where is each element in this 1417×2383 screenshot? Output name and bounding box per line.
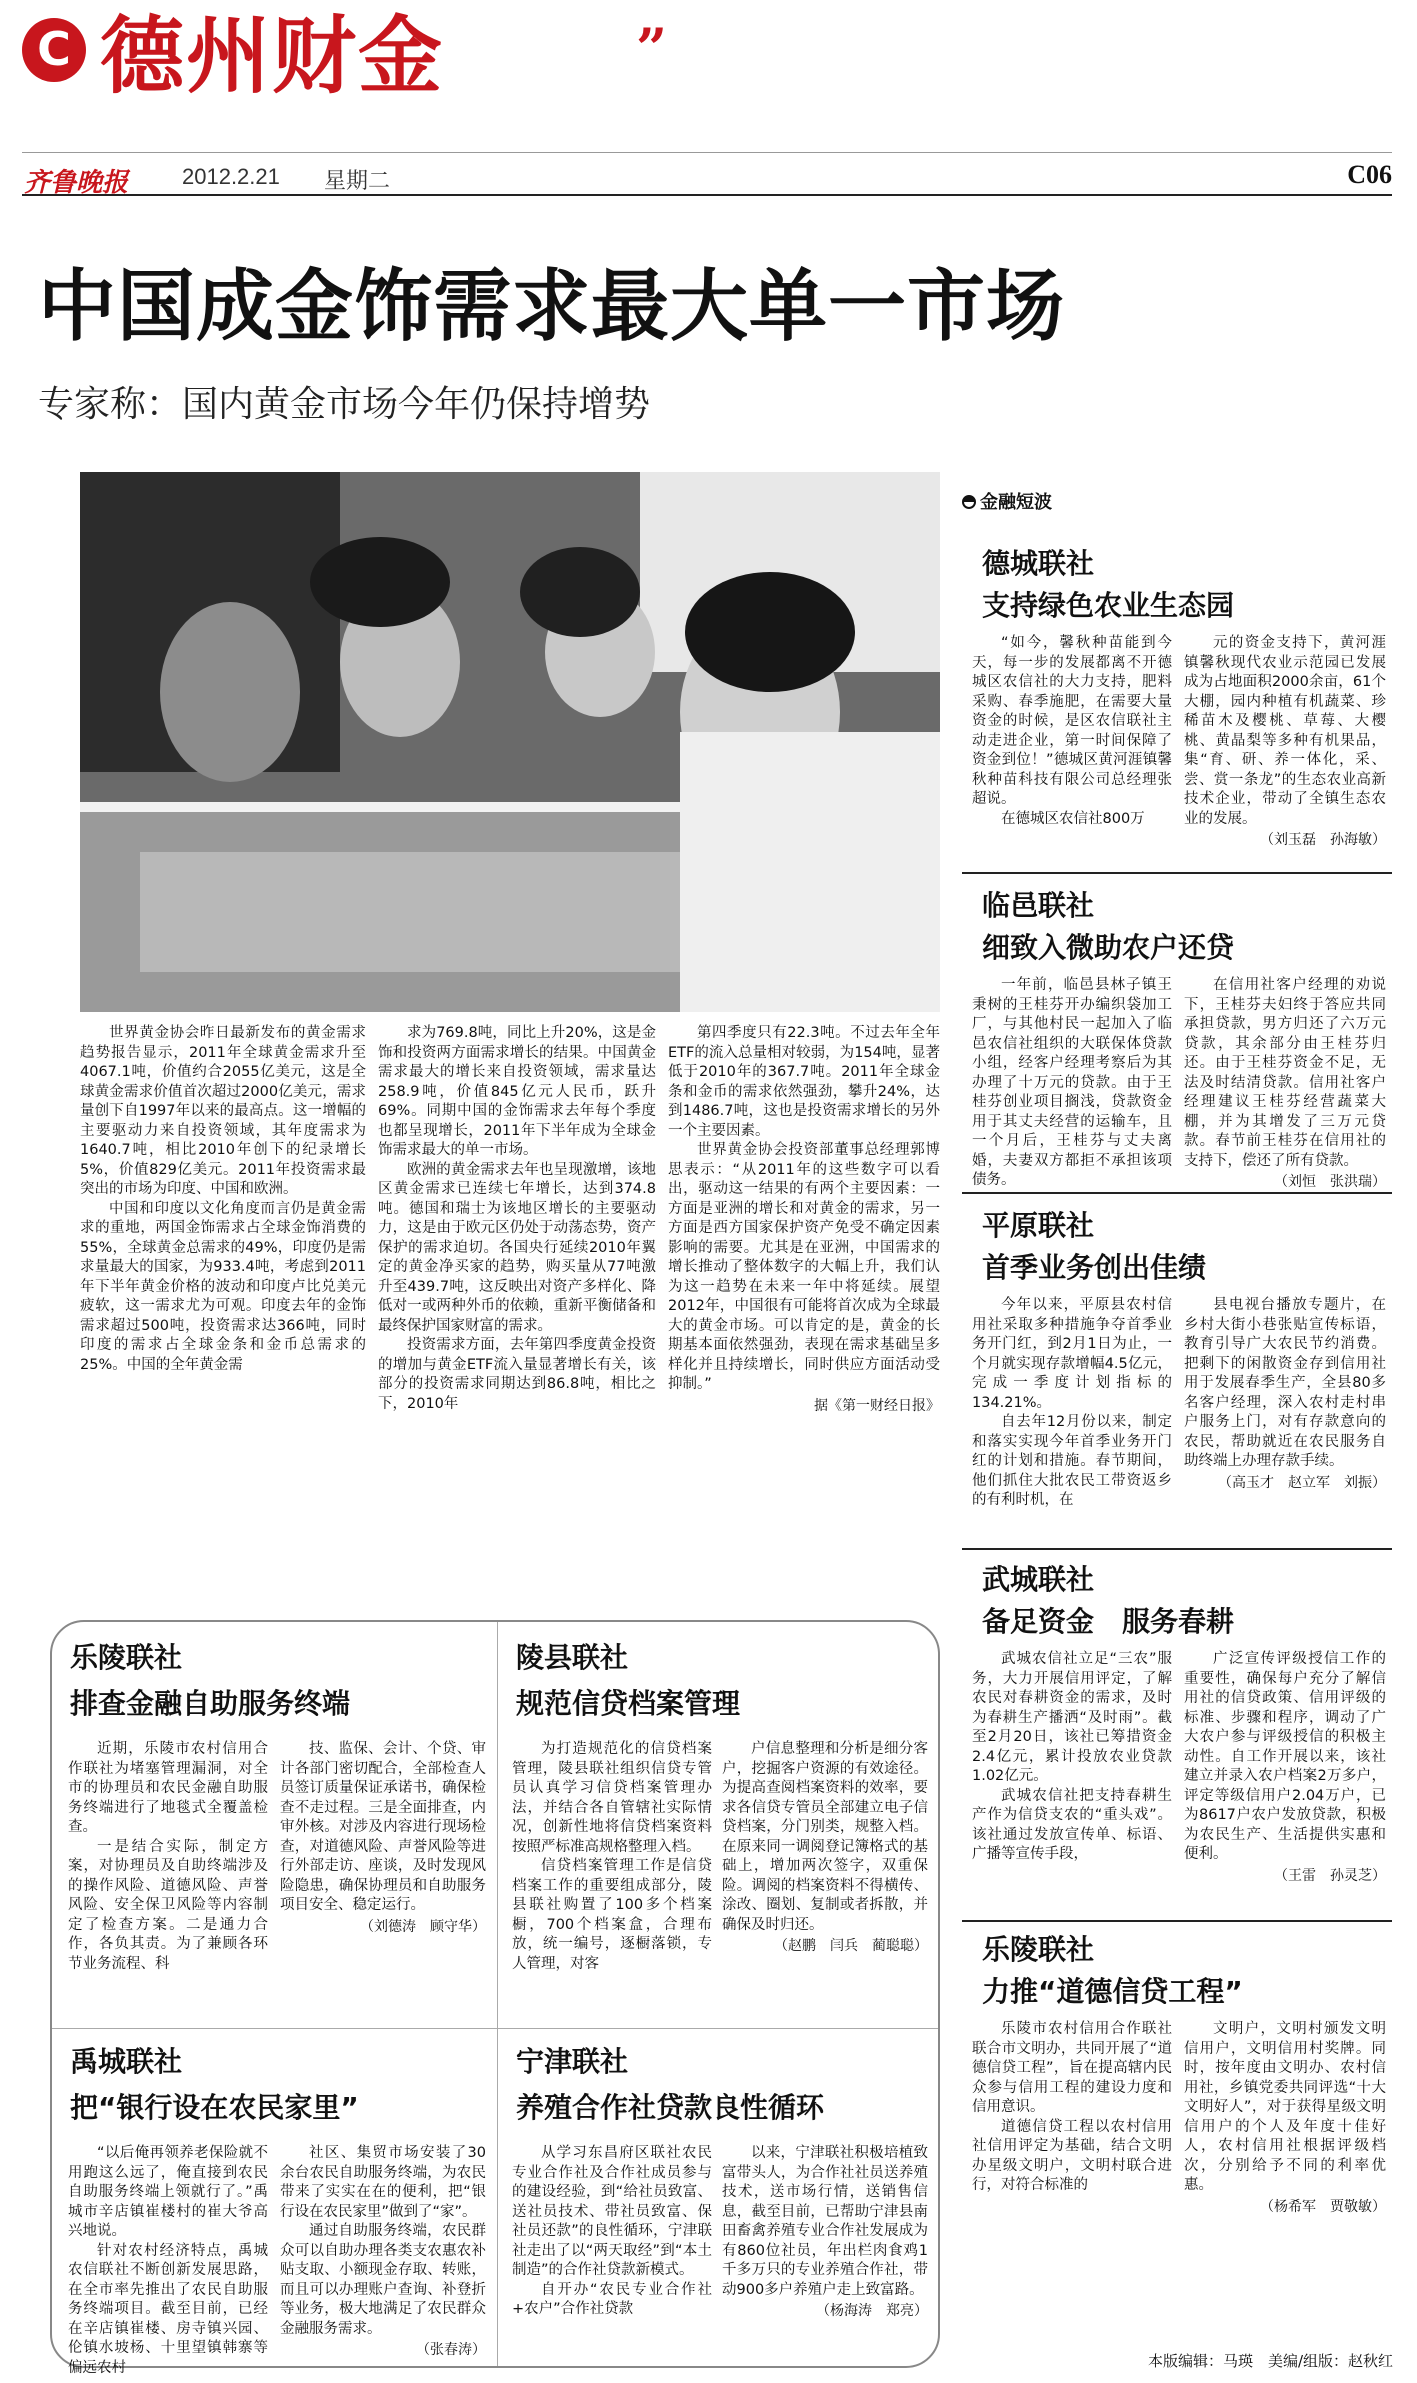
brief-kicker: 乐陵联社	[982, 1933, 1095, 1966]
brief-byline: （刘玉磊 孙海敏）	[1260, 832, 1386, 848]
brief-label-text: 金融短波	[980, 492, 1052, 513]
paragraph: 在信用社客户经理的劝说下，王桂芬夫妇终于答应共同承担贷款，男方归还了六万元贷款，其余部分由王桂芬归还。由于王桂芬资金不足，无法及时结清贷款。信用社客户经理建议王桂芬经营蔬菜大棚，并为其增发了三万元贷款。春节前王桂芬在信用社的支持下，偿还了所有贷款。	[1184, 977, 1386, 1169]
brief-byline: （王雷 孙灵芝）	[1274, 1867, 1386, 1884]
paragraph: 信贷档案管理工作是信贷档案工作的重要组成部分，陵县联社购置了100多个档案橱，700个档案盒，合理布放，统一编号，逐橱落锁，专人管理，对客	[512, 1858, 712, 1972]
box-byline: （杨海涛 郑亮）	[816, 2303, 928, 2319]
brief-text-right	[1184, 2020, 1386, 2330]
paragraph: 第四季度只有22.3吨。不过去年全年ETF的流入总量相对较弱，为154吨，显著低于2010年的367.7吨。2011年全球金条和金币的需求依然强劲，攀升24%，达到1486.7吨，这也是投资需求增长的另外一个主要因素。	[668, 1025, 940, 1139]
brief-kicker: 德城联社	[982, 547, 1095, 580]
box-byline: （张春涛）	[416, 2342, 486, 2358]
box-byline: （赵鹏 闫兵 蔺聪聪）	[774, 1938, 928, 1954]
divider	[962, 872, 1392, 874]
paragraph: 文明户，文明村颁发文明信用户，文明信用村奖牌。同时，按年度由文明办、农村信用社，乡镇党委共同评选“十大文明好人”，对于获得星级文明信用户的个人及年度十佳好人，农村信用社根据评级档次，分别给予不同的利率优惠。	[1184, 2021, 1386, 2193]
brief-kicker: 武城联社	[982, 1563, 1095, 1596]
paragraph: “如今，馨秋种苗能到今天，每一步的发展都离不开德城区农信社的大力支持，肥料采购、春季施肥，在需要大量资金的时候，是区农信联社主动走进企业，第一时间保障了资金到位！”德城区黄河涯镇馨秋种苗科技有限公司总经理张超说。	[972, 635, 1172, 807]
paragraph: 一是结合实际，制定方案，对协理员及自助终端涉及的操作风险、道德风险、声誉风险、安全保卫风险等内容制定了检查方案。二是通力合作，各负其责。为了兼顾各环节业务流程、科	[68, 1838, 268, 1972]
box-title: 排查金融自助服务终端	[70, 1687, 351, 1720]
paragraph: 近期，乐陵市农村信用合作联社为堵塞管理漏洞，对全市的协理员和农民金融自助服务终端进行了地毯式全覆盖检查。	[68, 1741, 268, 1835]
header-rule	[22, 152, 1392, 153]
paragraph: 元的资金支持下，黄河涯镇馨秋现代农业示范园已发展成为占地面积2000余亩，61个大棚，园内种植有机蔬菜、珍稀苗木及樱桃、草莓、大樱桃、黄晶梨等多种有机果品，集“育、研、养一体化，采、尝、赏一条龙”的生态农业高新技术企业，带动了全镇生态农业的发展。	[1184, 635, 1386, 827]
box-kicker: 陵县联社	[516, 1641, 629, 1674]
box-text-right	[280, 1740, 486, 2020]
divider	[962, 1192, 1392, 1194]
paragraph: 县电视台播放专题片，在乡村大街小巷张贴宣传标语，教育引导广大农民节约消费。把剩下的闲散资金存到信用社用于发展春季生产，全县80多名客户经理，深入农村走村串户服务上门，对有存款意向的农民，帮助就近在农民服务自助终端上办理存款手续。	[1184, 1297, 1386, 1469]
paragraph: 在德城区农信社800万	[1001, 810, 1145, 827]
box-kicker: 禹城联社	[70, 2045, 183, 2078]
paragraph: 户信息整理和分析是细分客户，挖掘客户资源的有效途径。为提高查阅档案资料的效率，要求各信贷专管员全部建立电子信贷档案，分门别类，规整入档。在原来同一调阅登记簿格式的基础上，增加两次签字，双重保险。调阅的档案资料不得横传、涂改、圈划、复制或者拆散，并确保及时归还。	[722, 1741, 928, 1933]
box-kicker: 宁津联社	[516, 2045, 629, 2078]
paragraph: 世界黄金协会昨日最新发布的黄金需求趋势报告显示，2011年全球黄金需求升至4067.1吨，价值约合2055亿美元，这是全球黄金需求价值首次超过2000亿美元，需求量创下自1997年以来的最高点。这一增幅的主要驱动力来自投资领域，其年度需求为1640.7吨，相比2010年创下的纪录增长5%，价值829亿美元。2011年投资需求最突出的市场为印度、中国和欧洲。	[80, 1025, 366, 1197]
brief-text-right	[1184, 1650, 1386, 1918]
box-text-right	[722, 2144, 928, 2358]
box-text-left	[68, 2144, 268, 2376]
paragraph: 从学习东昌府区联社农民专业合作社及合作社成员参与的建设经验，到“给社员致富、送社员技术、带社员致富、保社员还款”的良性循环，宁津联社走出了以“两天取经”到“本土制造”的合作社贷款新模式。	[512, 2145, 712, 2278]
masthead	[22, 6, 1402, 116]
divider	[962, 1920, 1392, 1922]
box-text-left	[512, 2144, 712, 2358]
news-photo	[80, 472, 940, 1012]
box-text-right	[280, 2144, 486, 2358]
divider	[962, 1548, 1392, 1550]
box-text-left	[512, 1740, 712, 2020]
paragraph: 欧洲的黄金需求去年也呈现激增，该地区黄金需求已连续七年增长，达到374.8吨。德国和瑞士为该地区增长的主要驱动力，这是由于欧元区仍处于动荡态势，资产保护的需求迫切。各国央行延续2010年翼定的黄金净买家的趋势，购买量从77吨激升至439.7吨，这反映出对资产多样化、降低对一或两种外币的依赖，重新平衡储备和最终保护国家财富的需求。	[378, 1161, 656, 1334]
main-story-col2	[378, 1024, 656, 1614]
section-title: 德州财金	[100, 6, 445, 105]
gold-counter-photo-icon	[80, 472, 940, 1012]
box-title: 把“银行设在农民家里”	[70, 2091, 359, 2124]
brief-kicker: 平原联社	[982, 1209, 1095, 1242]
brief-title: 备足资金 服务春耕	[982, 1605, 1235, 1638]
issue-date: 2012.2.21	[182, 164, 280, 189]
paragraph: 广泛宣传评级授信工作的重要性，确保每户充分了解信用社的信贷政策、信用评级的标准、步骤和程序，调动了广大农户参与评级授信的积极主动性。自工作开展以来，该社建立并录入农户档案2万多户，评定等级信用户2.04万户，已为8617户农户发放贷款，积极为农民生产、生活提供实惠和便利。	[1184, 1651, 1386, 1862]
main-headline: 中国成金饰需求最大单一市场	[38, 262, 1066, 352]
box-text-right	[722, 1740, 928, 2020]
paragraph: 自开办“农民专业合作社+农户”合作社贷款	[512, 2281, 712, 2317]
brief-text-left	[972, 1296, 1172, 1546]
main-story-col3	[668, 1024, 940, 1614]
paragraph: 技、监保、会计、个贷、审计各部门密切配合，全部检查人员签订质量保证承诺书，确保检查不走过程。三是全面排查，内审外核。对涉及内容进行现场检查，对道德风险、声誉风险等进行外部走访、座谈，及时发现风险隐患，确保协理员和自助服务项目安全、稳定运行。	[280, 1741, 486, 1913]
paragraph: 乐陵市农村信用合作联社联合市文明办，共同开展了“道德信贷工程”，旨在提高辖内民众参与信用工程的建设力度和信用意识。	[972, 2021, 1172, 2115]
main-story-col1	[80, 1024, 366, 1614]
section-quote-mark: ”	[636, 16, 668, 80]
box-text-left	[68, 1740, 268, 2020]
brief-title: 支持绿色农业生态园	[982, 589, 1235, 622]
main-subhead: 专家称：国内黄金市场今年仍保持增势	[38, 384, 651, 425]
brief-text-left	[972, 634, 1172, 870]
paragraph: 求为769.8吨，同比上升20%，这是金饰和投资两方面需求增长的结果。中国黄金需求最大的增长来自投资领域，需求量达258.9吨，价值845亿元人民币，跃升69%。同期中国的金饰需求去年每个季度也都呈现增长，2011年下半年成为全球金饰需求最大的单一市场。	[378, 1025, 656, 1158]
brief-text-left	[972, 2020, 1172, 2330]
box-title: 养殖合作社贷款良性循环	[516, 2091, 825, 2124]
paragraph: 一年前，临邑县林子镇王秉树的王桂芬开办编织袋加工厂，与其他村民一起加入了临邑农信社组织的大联保体贷款小组，经客户经理考察后为其办理了十万元的贷款。由于王桂芬创业项目搁浅，贷款资金用于其丈夫经营的运输车，且一个月后，王桂芬与丈夫离婚，夫妻双方都拒不承担该项债务。	[972, 977, 1172, 1188]
brief-title: 力推“道德信贷工程”	[982, 1975, 1243, 2008]
brief-title: 细致入微助农户还贷	[982, 931, 1235, 964]
story-source: 据《第一财经日报》	[814, 1397, 940, 1414]
brief-text-right	[1184, 1296, 1386, 1546]
paragraph: 以来，宁津联社积极培植致富带头人，为合作社社员送养殖技术，送市场行情，送销售信息，截至目前，已帮助宁津县南田畜禽养殖专业合作社发展成为有860位社员，年出栏肉食鸡1千多万只的专业养殖合作社，带动900多户养殖户走上致富路。	[722, 2145, 928, 2298]
brief-byline: （杨希军 贾敬敏）	[1260, 2198, 1386, 2215]
section-logo-icon: C	[22, 18, 86, 82]
brief-label	[962, 488, 1052, 514]
box-title: 规范信贷档案管理	[516, 1687, 741, 1720]
page-number: C06	[1347, 160, 1392, 189]
paragraph: “以后俺再领养老保险就不用跑这么远了，俺直接到农民自助服务终端上领就行了。”禹城市辛店镇崔楼村的崔大爷高兴地说。	[68, 2145, 268, 2239]
box-divider-vertical	[497, 1622, 498, 2366]
paragraph: 今年以来，平原县农村信用社采取多种措施争夺首季业务开门红，到2月1日为止，一个月就实现存款增幅4.5亿元，完成一季度计划指标的134.21%。	[972, 1297, 1172, 1411]
brief-byline: （刘恒 张洪瑞）	[1274, 1174, 1386, 1190]
brief-text-right	[1184, 634, 1386, 870]
brief-text-left	[972, 976, 1172, 1190]
issue-weekday: 星期二	[324, 169, 391, 194]
brief-text-left	[972, 1650, 1172, 1918]
brief-kicker: 临邑联社	[982, 889, 1095, 922]
paragraph: 社区、集贸市场安装了30余台农民自助服务终端，为农民带来了实实在在的便利，把“银行设在农民家里”做到了“家”。	[280, 2145, 486, 2220]
paragraph: 针对农村经济特点，禹城农信联社不断创新发展思路，在全市率先推出了农民自助服务终端项目。截至目前，已经在辛店镇崔楼、房寺镇兴园、伦镇水坡杨、十里望镇韩寨等偏远农村	[68, 2242, 268, 2376]
brief-title: 首季业务创出佳绩	[982, 1251, 1207, 1284]
editor-credits: 本版编辑：马瑛 美编/组版：赵秋红	[1147, 2352, 1393, 2370]
box-divider-horizontal	[52, 2028, 938, 2029]
paragraph: 武城农信社把支持春耕生产作为信贷支农的“重头戏”。该社通过发放宣传单、标语、广播等宣传手段，	[972, 1787, 1172, 1862]
right-column	[962, 488, 1392, 2368]
paragraph: 中国和印度以文化角度而言仍是黄金需求的重地，两国金饰需求占全球金饰消费的55%，全球黄金总需求的49%，印度仍是需求量最大的国家，为933.4吨，考虑到2011年下半年黄金价格的波动和印度卢比兑美元疲软，这一需求尤为可观。印度去年的金饰需求超过500吨，投资需求达366吨，同时印度的需求占全球金条和金币总需求的25%。中国的全年黄金需	[80, 1200, 366, 1373]
dateline	[22, 160, 1392, 196]
paragraph: 通过自助服务终端，农民群众可以自助办理各类支农惠农补贴支取、小额现金存取、转账，而且可以办理账户查询、补登折等业务，极大地满足了农民群众金融服务需求。	[280, 2223, 486, 2337]
brief-byline: （高玉才 赵立军 刘振）	[1218, 1474, 1386, 1491]
paragraph: 武城农信社立足“三农”服务，大力开展信用评定，了解农民对春耕资金的需求，及时为春耕生产播洒“及时雨”。截至2月20日，该社已筹措资金2.4亿元，累计投放农业贷款1.02亿元。	[972, 1651, 1172, 1784]
paper-name: 齐鲁晚报	[24, 168, 129, 198]
paragraph: 道德信贷工程以农村信用社信用评定为基础，结合文明办星级文明户，文明村联合进行，对符合标准的	[972, 2118, 1172, 2193]
paragraph: 自去年12月份以来，制定和落实实现今年首季业务开门红的计划和措施。春节期间，他们抓住大批农民工带资返乡的有利时机，在	[972, 1414, 1172, 1508]
paragraph: 为打造规范化的信贷档案管理，陵县联社组织信贷专管员认真学习信贷档案管理办法，并结合各自管辖社实际情况，创新性地将信贷档案资料按照严标准高规格整理入档。	[512, 1741, 712, 1855]
brief-bullet-icon	[962, 495, 976, 509]
paragraph: 世界黄金协会投资部董事总经理郭博思表示：“从2011年的这些数字可以看出，驱动这一结果的有两个主要因素：一方面是亚洲的增长和对黄金的需求，另一方面是西方国家保护资产免受不确定因素影响的需要。尤其是在亚洲，中国需求的增长推动了整体数字的大幅上升，我们认为这一趋势在未来一年中将延续。展望2012年，中国很有可能将首次成为全球最大的黄金市场。可以肯定的是，黄金的长期基本面依然强劲，表现在需求基础呈多样化并且持续增长，同时供应方面活动受抑制。”	[668, 1142, 940, 1392]
box-byline: （刘德涛 顾守华）	[360, 1918, 486, 1935]
paragraph: 投资需求方面，去年第四季度黄金投资的增加与黄金ETF流入量显著增长有关，该部分的投资需求同期达到86.8吨，相比之下，2010年	[378, 1337, 656, 1412]
brief-text-right	[1184, 976, 1386, 1190]
box-kicker: 乐陵联社	[70, 1641, 183, 1674]
